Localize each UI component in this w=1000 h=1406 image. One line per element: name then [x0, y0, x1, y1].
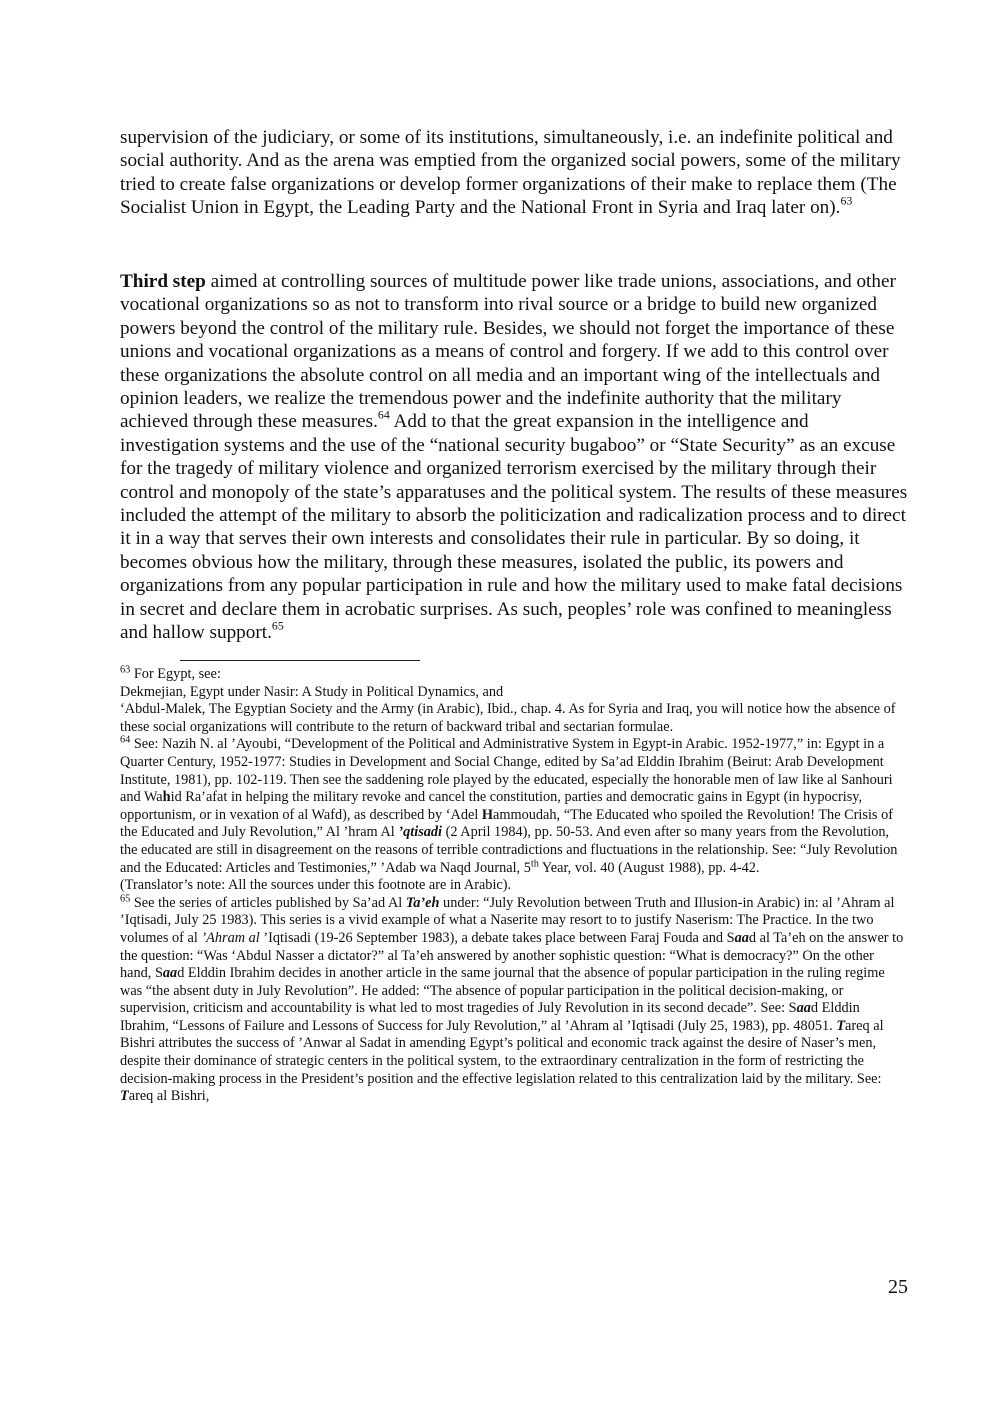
footnote-divider [180, 660, 420, 661]
footnote-text: ’Iqtisadi (19-26 September 1983), a debate takes place between Faraj Fouda and S [259, 929, 735, 946]
footnote-text: Year, vol. 40 (August 1988), pp. 4-42. [538, 859, 760, 876]
footnote-number: 63 [120, 664, 131, 676]
paragraph-text: Add to that the great expansion in the intelligence and investigation systems and the use of the “national security bugaboo” or “State Security” as an excuse for the tragedy of military violence and organized terrorism exercised by the military through their control and monopoly of the state’s apparatuses and the political system. The results of these measures included the attempt of the military to absorb the politicization and radicalization process and to direct it in a way that serves their own interests and consolidates their rule in particular. By so doing, it becomes obvious how the military, through these measures, isolated the public, its powers and organizations from any popular participation in rule and how the military used to make fatal decisions in secret and declare them in acrobatic surprises. As such, peoples’ role was confined to meaningless and hallow support. [120, 411, 908, 644]
paragraph-text: supervision of the judiciary, or some of its institutions, simultaneously, i.e. an indefinite political and social authority. And as the arena was emptied from the organized social powers, some of the military tried to create false organizations or develop former organizations of their make to replace them (The Socialist Union in Egypt, the Leading Party and the National Front in Syria and Iraq later on). [120, 127, 901, 219]
footnote-emphasis: T [836, 1017, 846, 1034]
footnote-text: Dekmejian, Egypt under Nasir: A Study in Political Dynamics, and [120, 683, 504, 700]
footnote-emphasis: T [120, 1088, 129, 1105]
footnote-text: under: “July Revolution between Truth and Illusion-in Arabic) in: al ’Ahram al ’Iqtisadi, July 25 1983). This series is a vivid example of what a Naserite may resort to to justify Naserism: The Practice. In the two volumes of al [120, 894, 895, 946]
footnote-text: ammoudah, “The Educated who spoiled the Revolution! The Crisis of the Educated and July Revolution,” Al ’hram Al [120, 806, 893, 841]
footnote-emphasis: ’Ahram al [201, 929, 260, 946]
footnote-number: 64 [120, 734, 131, 746]
footnote-emphasis: aa [796, 1000, 811, 1017]
footnote-ref-63[interactable]: 63 [840, 193, 853, 208]
footnotes [120, 666, 908, 1106]
footnote-text: ‘Abdul-Malek, The Egyptian Society and the Army (in Arabic), Ibid., chap. 4. As for Syria and Iraq, you will notice how the absence of these social organizations will contribute to the return of backward tribal and sectarian formulae. [120, 701, 896, 735]
footnote-emphasis: h [162, 789, 171, 806]
footnote-64 [120, 736, 908, 877]
footnote-text: See the series of articles published by Sa’ad Al [130, 894, 406, 911]
footnote-63-line [120, 684, 908, 702]
footnote-63 [120, 666, 908, 684]
footnote-text: id Ra’afat in helping the military revoke and cancel the constitution, parties and democratic gains in Egypt (in hypocrisy, opportunism, or in vexation of al Wafd), as described by ‘Adel [120, 789, 863, 823]
footnote-emphasis: aa [162, 965, 178, 982]
step-heading: Third step [120, 271, 206, 292]
footnote-ref-64[interactable]: 64 [377, 408, 390, 423]
body-paragraph-2 [120, 270, 908, 645]
footnote-63-line [120, 701, 908, 736]
footnote-text: d Elddin Ibrahim, “Lessons of Failure and Lessons of Success for July Revolution,” al ’Ahram al ’Iqtisadi (July 25, 1983), pp. 48051. [120, 1000, 860, 1034]
footnote-emphasis: ’qtisadi [398, 824, 443, 841]
footnote-text: areq al Bishri, [128, 1088, 210, 1105]
page-number: 25 [888, 1276, 908, 1298]
footnote-ref-65[interactable]: 65 [271, 618, 284, 633]
footnote-number: 65 [120, 893, 131, 905]
body-paragraph-1 [120, 126, 908, 220]
footnote-text: d al Ta’eh on the answer to the question: “Was ‘Abdul Nasser a dictator?” al Ta’eh answered by another sophistic question: “What is democracy?” On the other hand, S [120, 929, 904, 982]
footnote-emphasis: H [481, 806, 494, 823]
footnote-text: (2 April 1984), pp. 50-53. And even after so many years from the Revolution, the educated are still in disagreement on the reasons of terrible contradictions and fluctuations in the relationship. See: “July Revolution and the Educated: Articles and Testimonies,” ’Adab wa Naqd Journal, 5 [120, 824, 898, 876]
footnote-text: d Elddin Ibrahim decides in another article in the same journal that the absence of popular participation in the ruling regime was “the absent duty in July Revolution”. He added: “The absence of popular participation in the political decision-making, or supervision, criticism and accountability is what led to most tragedies of July Revolution in its second decade”. See: S [120, 965, 885, 1017]
ordinal-suffix: th [530, 857, 539, 869]
footnote-emphasis: Ta’eh [405, 894, 440, 911]
paragraph-text: aimed at controlling sources of multitude power like trade unions, associations, and other vocational organizations so as not to transform into rival source or a bridge to build new organized powers beyond the control of the military rule. Besides, we should not forget the importance of these unions and vocational organizations as a means of control and forgery. If we add to this control over these organizations the absolute control on all media and an important wing of the intellectuals and opinion leaders, we realize the tremendous power and the indefinite authority that the military achieved through these measures. [120, 271, 896, 433]
footnote-text: areq al Bishri attributes the success of ’Anwar al Sadat in amending Egypt’s political and economic track against the desire of Naser’s men, despite their dominance of strategic centers in the political system, to the extraordinary centralization in the form of restricting the decision-making process in the President’s position and the effective legislation related to this centralization laid by the military. See: [120, 1017, 884, 1087]
footnote-emphasis: aa [734, 929, 749, 946]
footnote-text: (Translator’s note: All the sources under this footnote are in Arabic). [120, 877, 512, 894]
footnote-65 [120, 895, 908, 1106]
footnote-text: For Egypt, see: [130, 666, 221, 682]
footnote-text: See: Nazih N. al ’Ayoubi, “Development of the Political and Administrative System in Egypt-in Arabic. 1952-1977,” in: Egypt in a Quarter Century, 1952-1977: Studies in Development and Social Change, edited by Sa’ad Elddin Ibrahim (Beirut: Arab Development Institute, 1981), pp. 102-119. Then see the saddening role played by the educated, especially the honorable men of law like al Sanhouri and Wa [120, 736, 893, 806]
translator-note [120, 877, 908, 895]
